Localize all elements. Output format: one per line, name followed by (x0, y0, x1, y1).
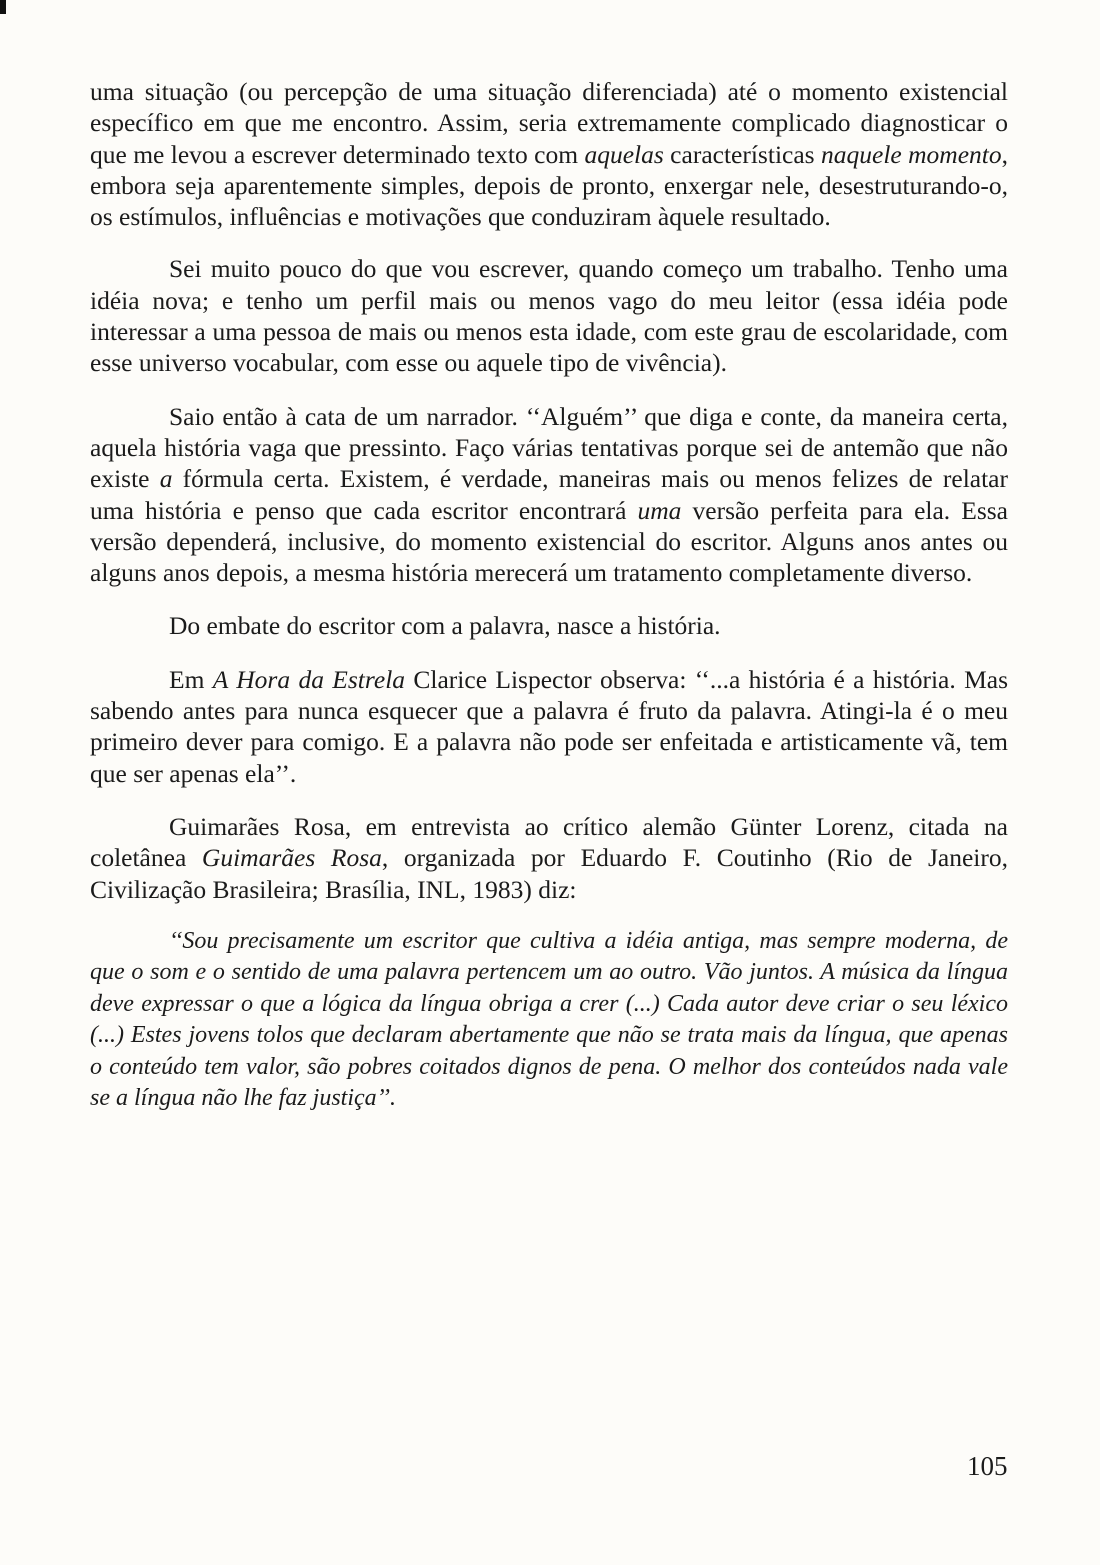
scan-edge-mark (0, 0, 6, 14)
paragraph-5-text-a: Em (169, 664, 213, 694)
emphasis-naquele-momento: naquele momento (821, 139, 1002, 169)
paragraph-3-text-c: versão perfeita para ela. Essa versão dependerá, inclusive, do momento existencial do escritor. Alguns anos antes ou alguns anos depois, a mesma história merecerá um tratamento completamente diverso. (90, 495, 1008, 588)
paragraph-5 (90, 664, 1008, 789)
paragraph-1-text-c: , embora seja aparentemente simples, depois de pronto, enxergar nele, desestruturando-o, os estímulos, influências e motivações que conduziram àquele resultado. (90, 139, 1008, 232)
paragraph-2: Sei muito pouco do que vou escrever, quando começo um trabalho. Tenho uma idéia nova; e tenho um perfil mais ou menos vago do meu leitor (essa idéia pode interessar a uma pessoa de mais ou menos esta idade, com este grau de escolaridade, com esse universo vocabular, com esse ou aquele tipo de vivência). (90, 254, 1008, 378)
paragraph-6-text-a: Guimarães Rosa, em entrevista ao crítico alemão Günter Lorenz, citada na coletânea (90, 811, 1008, 873)
paragraph-1 (90, 76, 1008, 232)
paragraph-3-text-a: Saio então à cata de um narrador. ‘‘Alguém’’ que diga e conte, da maneira certa, aquela história vaga que pressinto. Faço várias tentativas porque sei de antemão que não existe (90, 401, 1008, 494)
paragraph-1-text-b: características (663, 139, 821, 169)
page-number: 105 (967, 1451, 1008, 1481)
emphasis-aquelas: aquelas (584, 139, 664, 169)
paragraph-4: Do embate do escritor com a palavra, nasce a história. (169, 611, 721, 641)
paragraph-1-text-a: uma situação (ou percepção de uma situação diferenciada) até o momento existencial específico em que me encontro. Assim, seria extremamente complicado diagnosticar o que me levou a escrever determinado texto com (90, 77, 1008, 169)
paragraph-3-text-b: fórmula certa. Existem, é verdade, maneiras mais ou menos felizes de relatar uma história e penso que cada escritor encontrará (90, 464, 1008, 525)
paragraph-6 (90, 811, 1008, 905)
paragraph-6-text-b: , organizada por Eduardo F. Coutinho (Rio de Janeiro, Civilização Brasileira; Brasília, INL, 1983) diz: (90, 843, 1009, 904)
block-quote: ‘‘Sou precisamente um escritor que cultiva a idéia antiga, mas sempre moderna, de que o som e o sentido de uma palavra pertencem um ao outro. Vão juntos. A música da língua deve expressar o que a lógica da língua obriga a crer (...) Cada autor deve criar o seu léxico (...) Estes jovens tolos que declaram abertamente que não se trata mais da língua, que apenas o conteúdo tem valor, são pobres coitados dignos de pena. O melhor dos conteúdos nada vale se a língua não lhe faz justiça’’. (90, 927, 1008, 1112)
book-title-guimaraes-rosa: Guimarães Rosa (201, 843, 382, 873)
page-body (90, 76, 1008, 1115)
book-title-a-hora-da-estrela: A Hora da Estrela (212, 664, 406, 694)
paragraph-5-text-b: Clarice Lispector observa: ‘‘...a história é a história. Mas sabendo antes para nunca esquecer que a palavra é fruto da palavra. Atingi-la é o meu primeiro dever para comigo. E a palavra não pode ser enfeitada e artisticamente vã, tem que ser apenas ela’’. (90, 664, 1008, 788)
emphasis-uma: uma (637, 495, 682, 525)
paragraph-3 (90, 401, 1008, 589)
emphasis-a: a (159, 464, 173, 494)
